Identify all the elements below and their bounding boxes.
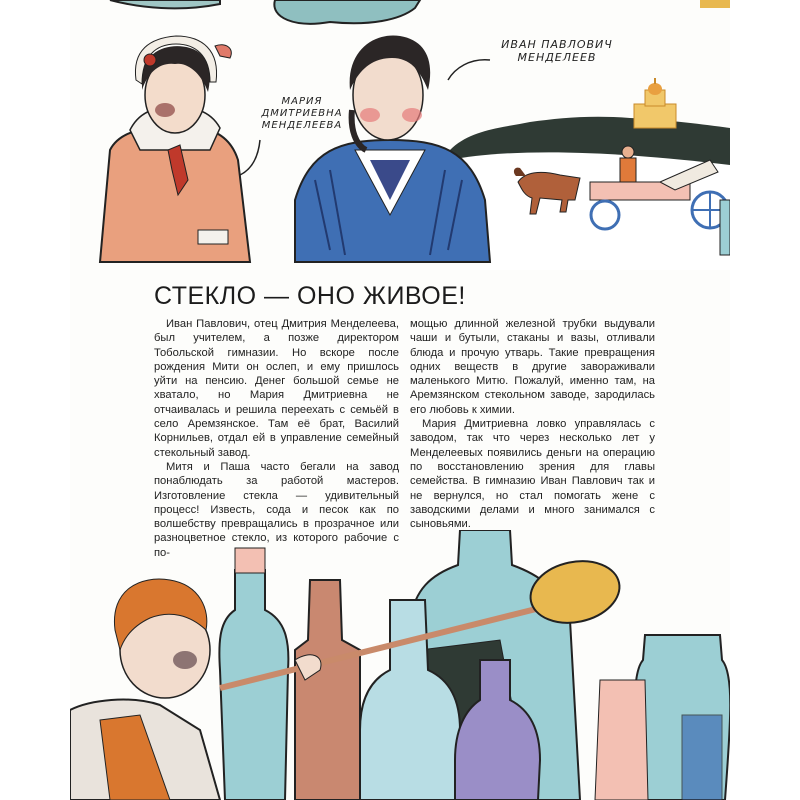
article-title: СТЕКЛО — ОНО ЖИВОЕ! (154, 282, 466, 310)
caption-maria: МАРИЯ ДМИТРИЕВНА МЕНДЕЛЕЕВА (261, 96, 343, 131)
arrow-maria (240, 140, 260, 175)
bottle-neck-pink (235, 548, 265, 573)
frame-corner (700, 0, 730, 8)
cloud-left (110, 0, 220, 8)
glassblowing-illustration (70, 530, 730, 800)
cloud-right (274, 0, 420, 24)
paragraph: Иван Павлович, отец Дмитрия Менделеева, был учителем, а позже директором Тобольской гимназии. Но вскоре после рождения Мити он ослеп, и ему пришлось уйти на пенсию. Денег большой семье не хватало, но Мария Дмитриевна не отчаивалась и решила переехать с семьёй в село Аремзянское. Там её брат, Василий Корнильев, отдал ей в управление семейный стекольный завод. (154, 318, 399, 459)
paragraph: Митя и Паша часто бегали на завод понаблюдать за работой мастеров. Изготовление стекла — удивительный процесс! Известь, сода и песок как по волшебству превращались в прозрачное или разноцветное стекло, из которого рабочие с по- (154, 460, 399, 559)
text-column-left (154, 317, 399, 560)
caption-ivan: ИВАН ПАВЛОВИЧ МЕНДЕЛЕЕВ (501, 38, 613, 64)
paragraph: Мария Дмитриевна ловко управлялась с заводом, так что через несколько лет у Менделеевых появились деньги на операцию по восстановлению зрения для главы семейства. В гимназию Иван Павлович так и не вернулся, но стал помогать жене с заводскими делами и много занимался с сыновьями. (410, 418, 655, 531)
book-page (70, 0, 730, 800)
paragraph: мощью длинной железной трубки выдували чаши и бутыли, стаканы и вазы, отливали блюда и прочую утварь. Такие превращения одних веществ в другие завораживали маленького Митю. Пожалуй, именно там, на Аремзянском стекольном заводе, зародилась его любовь к химии. (410, 318, 655, 416)
brown-bottle (295, 580, 360, 800)
jar-small (682, 715, 722, 800)
bottle-top-right (720, 200, 730, 255)
jar-pink (595, 680, 648, 800)
maria-portrait (100, 36, 250, 262)
text-column-right (410, 317, 655, 531)
church-icon (634, 78, 676, 128)
